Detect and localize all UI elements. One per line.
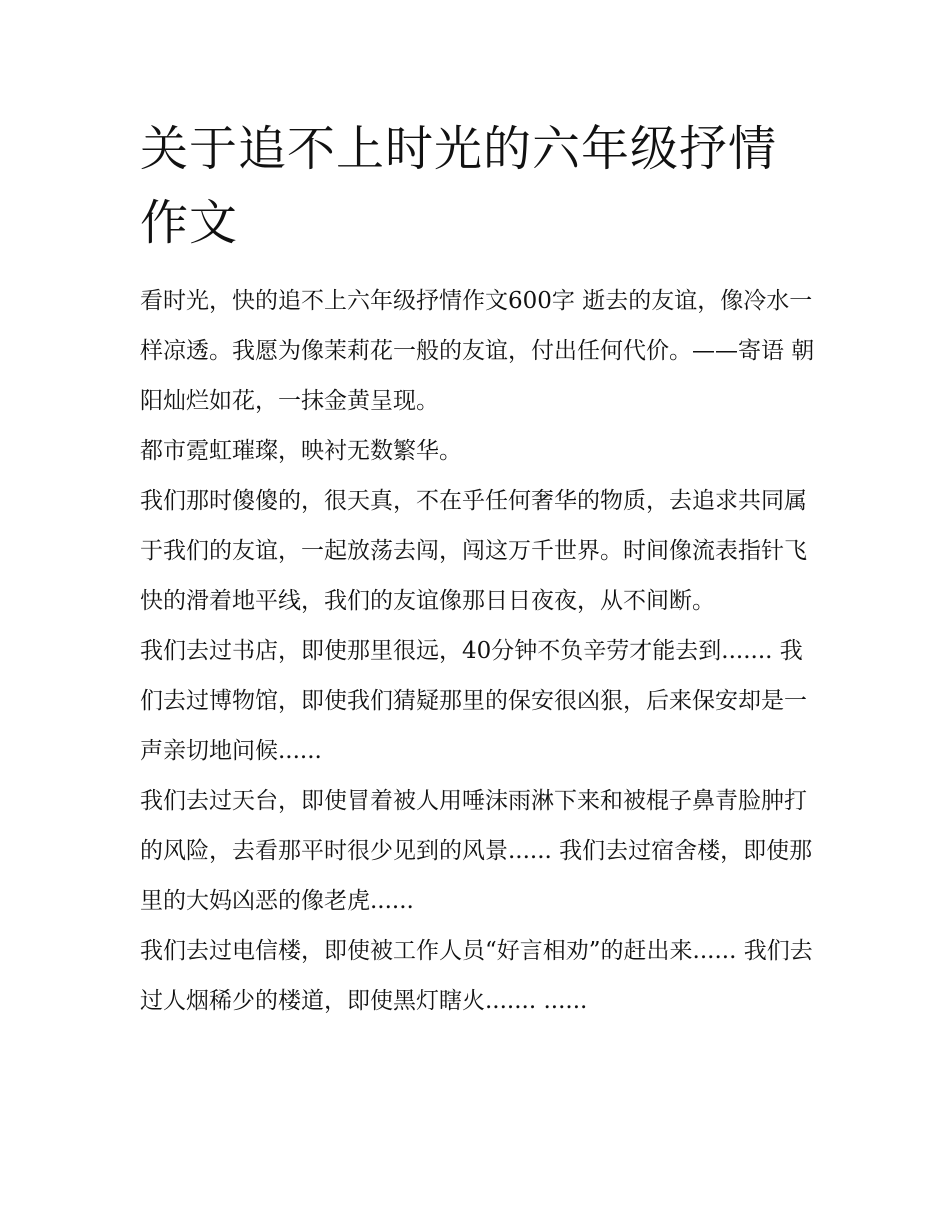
paragraph-5: 我们去过天台，即使冒着被人用唾沫雨淋下来和被棍子鼻青脸肿打的风险，去看那平时很少见到的风景...... 我们去过宿舍楼，即使那里的大妈凶恶的像老虎...... (140, 788, 813, 914)
paragraph-6: 我们去过电信楼，即使被工作人员“好言相劝”的赶出来...... 我们去过人烟稀少的楼道，即使黑灯瞎火....... ...... (140, 938, 813, 1014)
paragraph-2: 都市霓虹璀璨，映衬无数繁华。 (140, 438, 462, 464)
paragraph-3: 我们那时傻傻的，很天真，不在乎任何奢华的物质，去追求共同属于我们的友谊，一起放荡去闯，闯这万千世界。时间像流表指针飞快的滑着地平线，我们的友谊像那日日夜夜，从不间断。 (140, 488, 807, 614)
paragraph-4: 我们去过书店，即使那里很远，40分钟不负辛劳才能去到....... 我们去过博物馆，即使我们猜疑那里的保安很凶狠，后来保安却是一声亲切地问候...... (140, 638, 807, 764)
paragraph-1: 看时光，快的追不上六年级抒情作文600字 逝去的友谊，像冷水一样凉透。我愿为像茉莉花一般的友谊，付出任何代价。——寄语 朝阳灿烂如花，一抹金黄呈现。 (140, 288, 815, 414)
document-page (140, 112, 820, 1026)
document-title: 关于追不上时光的六年级抒情作文 (140, 121, 778, 251)
